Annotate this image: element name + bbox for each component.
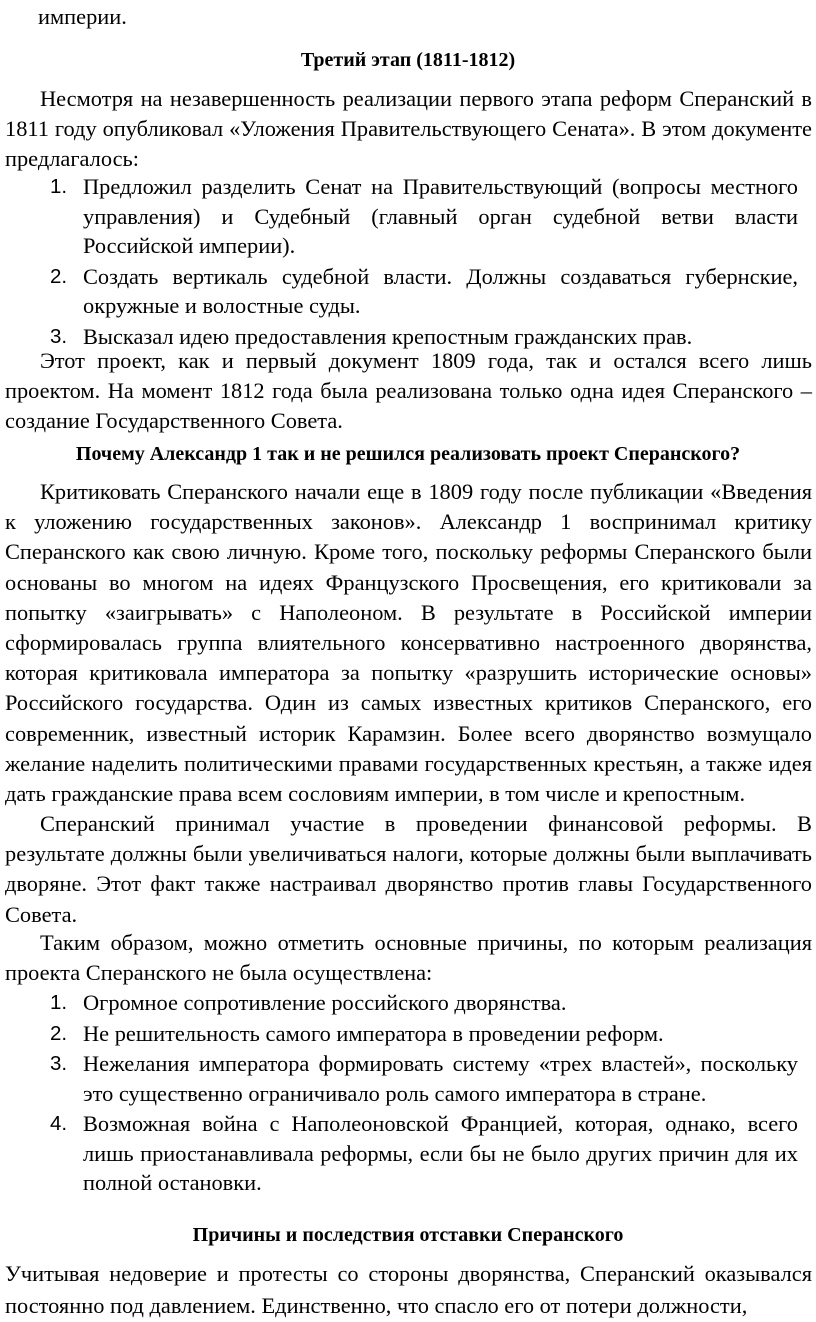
paragraph-why-3: Таким образом, можно отметить основные причины, по которым реализация проекта Сперанского не была осуществлена: — [5, 930, 812, 986]
list-why-reasons — [0, 988, 798, 1198]
heading-why: Почему Александр 1 так и не решился реализовать проект Сперанского? — [75, 443, 741, 465]
list-item-number: 4. — [50, 1112, 68, 1135]
list-item — [0, 1109, 798, 1198]
list-item-number: 1. — [50, 991, 68, 1014]
list-item-number: 3. — [50, 324, 68, 348]
list-item — [0, 1049, 798, 1108]
list-item-text: Огромное сопротивление российского дворянства. — [83, 990, 567, 1015]
list-item — [0, 172, 798, 261]
paragraph-why-2: Сперанский принимал участие в проведении финансовой реформы. В результате должны были увеличиваться налоги, которые должны были выплачивать дворяне. Этот факт также настраивал дворянство против главы Государственного Совета. — [5, 811, 812, 927]
paragraph-why-1: Критиковать Сперанского начали еще в 1809 году после публикации «Введения к уложению государственных законов». Александр 1 воспринимал критику Сперанского как свою личную. Кроме того, поскольку реформы Сперанского были основаны во многом на идеях Французского Просвещения, его критиковали за попытку «заигрывать» с Наполеоном. В результате в Российской империи сформировалась группа влиятельного консервативно настроенного дворянства, которая критиковала императора за попытку «разрушить исторические основы» Российского государства. Один из самых известных критиков Сперанского, его современник, известный историк Карамзин. Более всего дворянство возмущало желание наделить политическими правами государственных крестьян, а также идея дать гражданские права всем сословиям империи, в том числе и крепостным. — [5, 479, 812, 807]
list-item-text: Предложил разделить Сенат на Правительствующий (вопросы местного управления) и Судебный (главный орган судебной ветви власти Российской империи). — [83, 174, 798, 258]
list-item-number: 2. — [50, 264, 68, 288]
paragraph-resignation: Учитывая недоверие и протесты со стороны дворянства, Сперанский оказывался постоянно под давлением. Единственно, что спасло его от потери должности, — [5, 1261, 812, 1318]
list-item-number: 1. — [50, 175, 68, 198]
list-item — [0, 262, 798, 321]
list-item-number: 2. — [50, 1021, 68, 1045]
heading-resignation: Причины и последствия отставки Сперанского — [192, 1224, 624, 1246]
list-item — [0, 988, 798, 1018]
list-item-number: 3. — [50, 1052, 68, 1075]
list-item — [0, 1019, 798, 1049]
list-item-text: Высказал идею предоставления крепостным гражданских прав. — [83, 323, 693, 349]
paragraph-stage3-intro: Несмотря на незавершенность реализации первого этапа реформ Сперанский в 1811 году опубликовал «Уложения Правительствующего Сената». В этом документе предлагалось: — [5, 86, 812, 172]
list-item-text: Нежелания императора формировать систему «трех властей», поскольку это существенно ограничивало роль самого императора в стране. — [83, 1051, 798, 1106]
paragraph-stage3-closing: Этот проект, как и первый документ 1809 года, так и остался всего лишь проектом. На момент 1812 года была реализована только одна идея Сперанского – создание Государственного Совета. — [5, 348, 812, 434]
list-item-text: Не решительность самого императора в проведении реформ. — [83, 1020, 664, 1046]
list-item-text: Возможная война с Наполеоновской Францией, которая, однако, всего лишь приостанавливала реформы, если бы не было других причин для их полной остановки. — [83, 1111, 798, 1195]
intro-fragment: империи. — [38, 4, 127, 29]
list-stage3-proposals — [0, 172, 798, 351]
list-item-text: Создать вертикаль судебной власти. Должны создаваться губернские, окружные и волостные суды. — [83, 263, 798, 318]
heading-stage3: Третий этап (1811-1812) — [300, 49, 516, 71]
